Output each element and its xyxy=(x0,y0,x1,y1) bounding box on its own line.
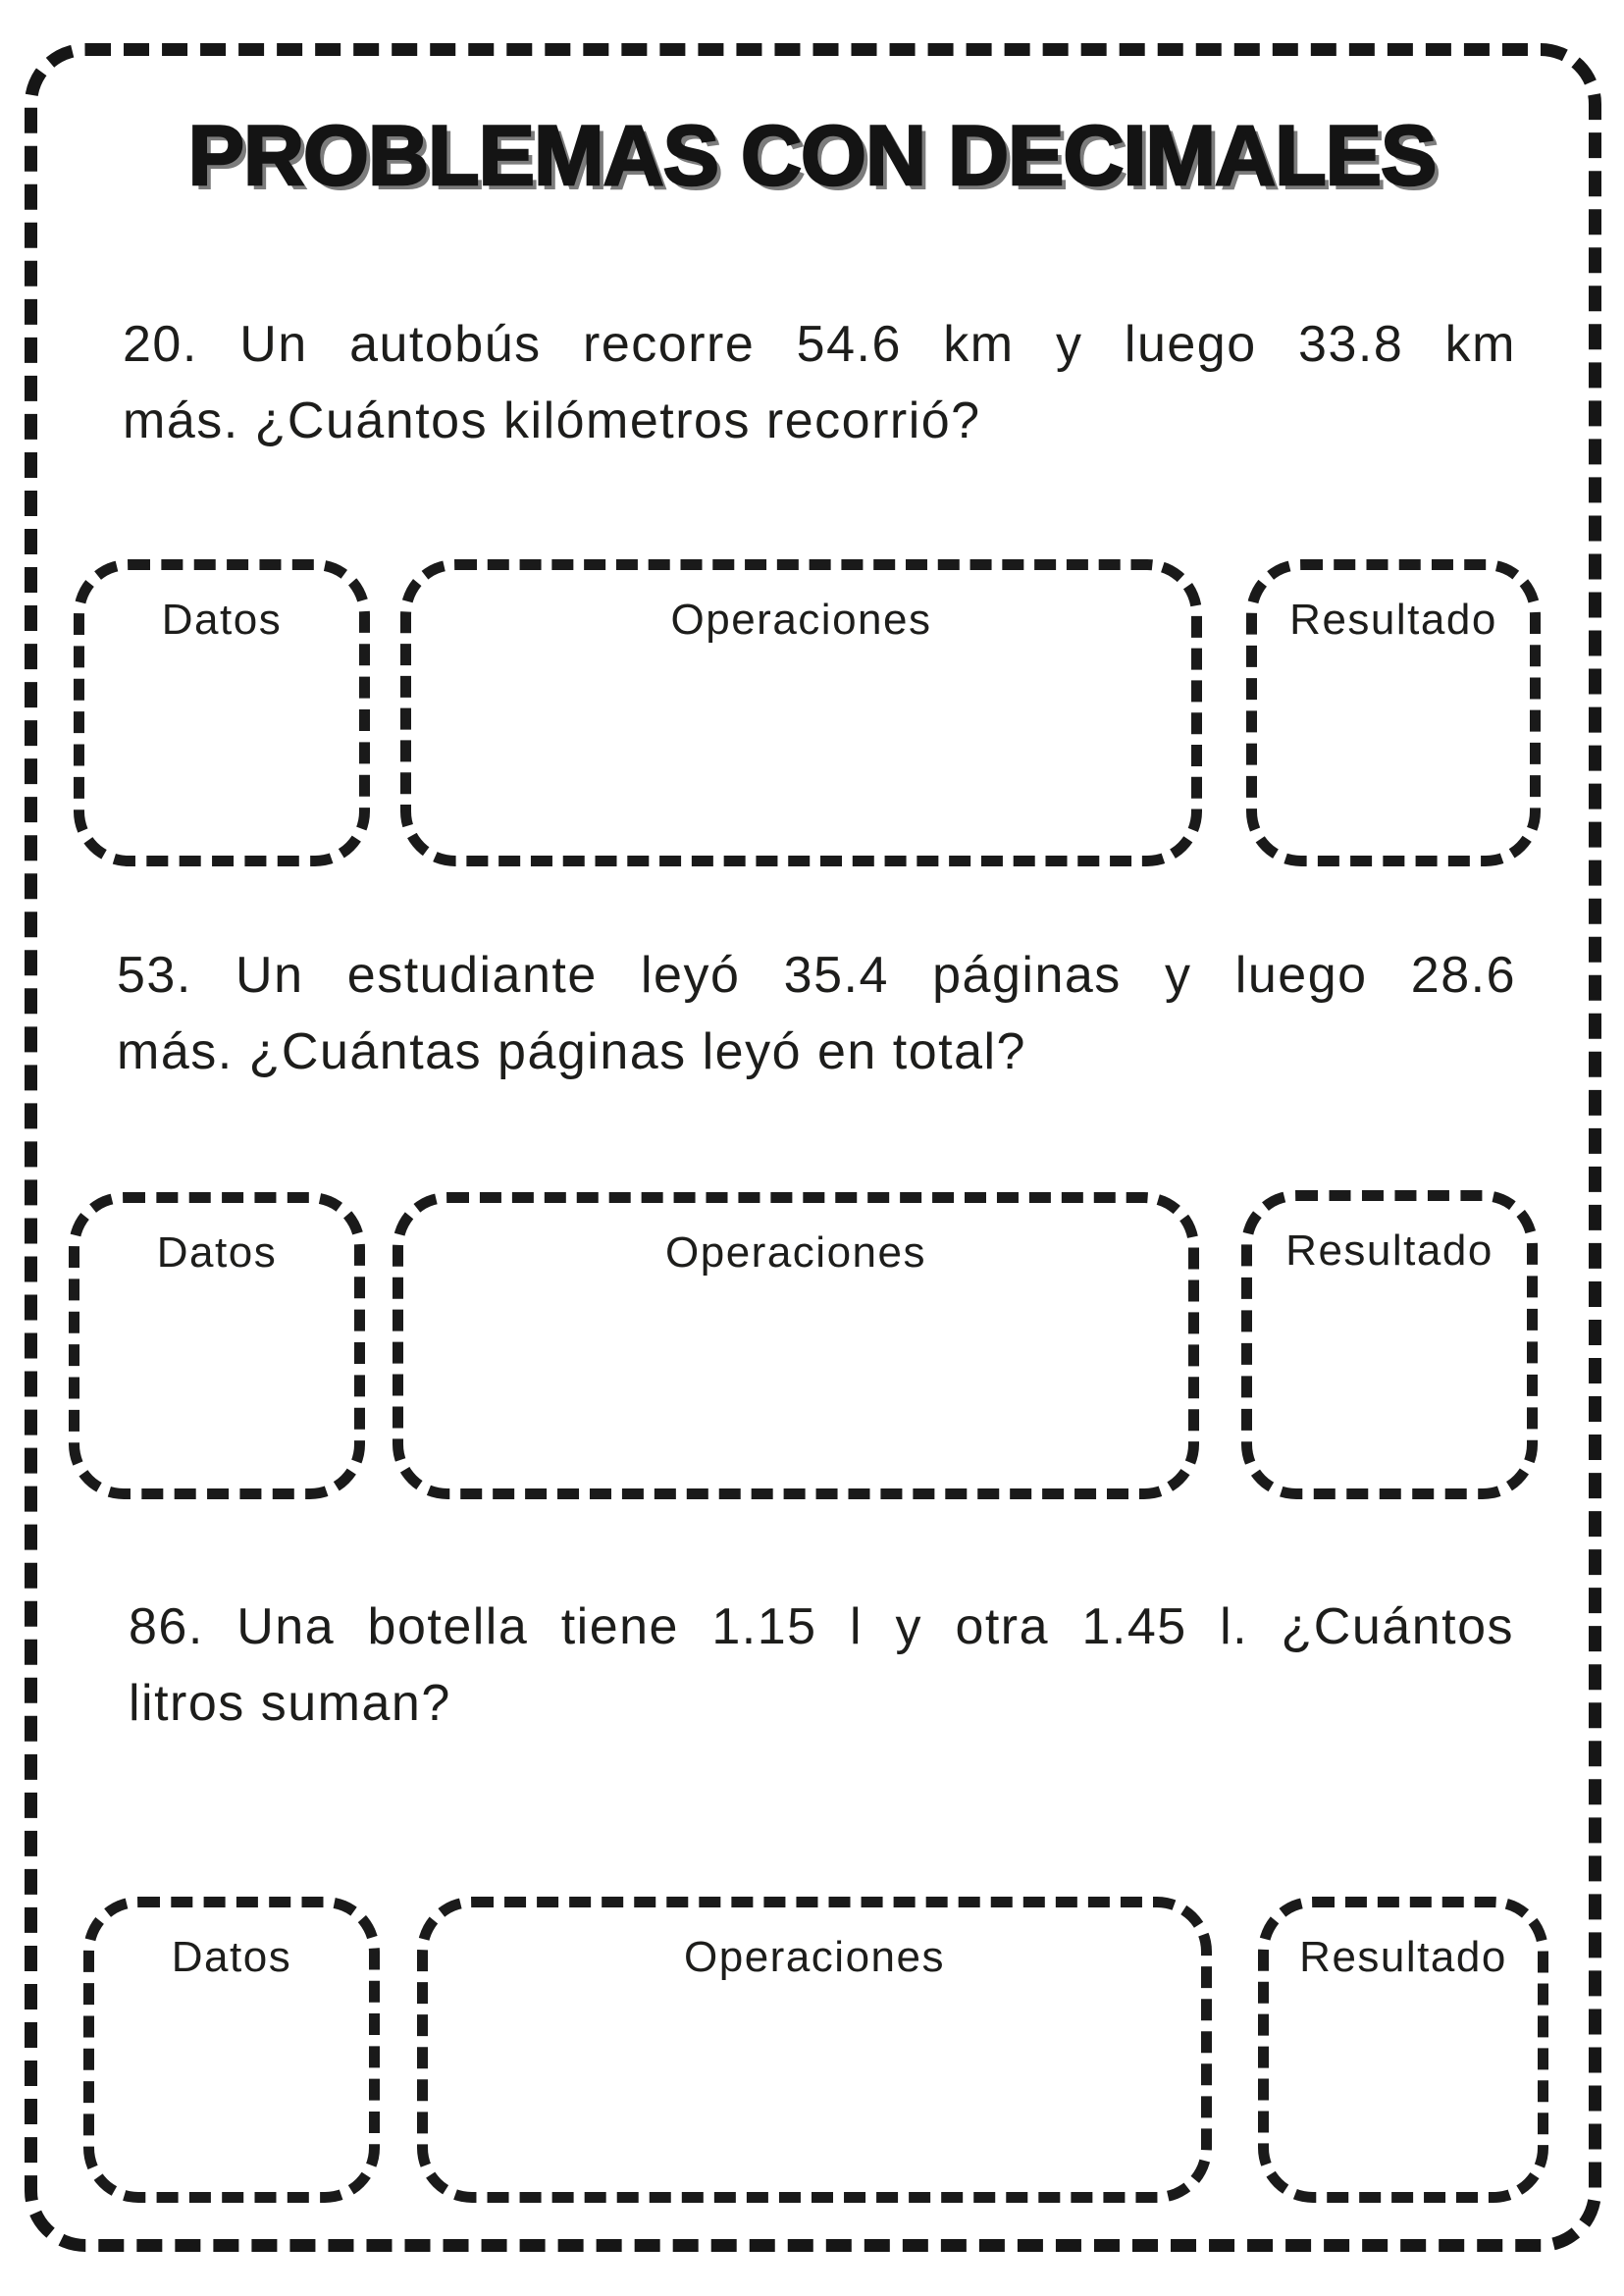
problem-86-line2: litros suman? xyxy=(129,1675,451,1732)
datos-box-label: Datos xyxy=(156,1228,278,1277)
problem-53-line2: más. ¿Cuántas páginas leyó en total? xyxy=(117,1023,1026,1080)
problem-53-text xyxy=(117,937,1516,1090)
problem-20-resultado-box[interactable] xyxy=(1246,559,1541,866)
problem-53-line1: 53. Un estudiante leyó 35.4 páginas y luego 28.6 xyxy=(117,947,1516,1004)
operaciones-box-label: Operaciones xyxy=(665,1228,926,1277)
problem-53-datos-box[interactable] xyxy=(69,1192,365,1499)
problem-86-datos-box[interactable] xyxy=(83,1897,380,2203)
operaciones-box-label: Operaciones xyxy=(670,596,932,644)
problem-86-line1: 86. Una botella tiene 1.15 l y otra 1.45 l. ¿Cuántos xyxy=(129,1598,1514,1655)
problem-86-text xyxy=(129,1589,1514,1742)
page-title: PROBLEMAS CON DECIMALES xyxy=(187,109,1437,203)
problem-20-line2: más. ¿Cuántos kilómetros recorrió? xyxy=(123,392,981,449)
resultado-box-label: Resultado xyxy=(1299,1933,1507,1981)
problem-86-resultado-box[interactable] xyxy=(1258,1897,1548,2203)
problem-53-operaciones-box[interactable] xyxy=(393,1192,1199,1499)
problem-20-operaciones-box[interactable] xyxy=(400,559,1202,866)
problem-53-resultado-box[interactable] xyxy=(1241,1190,1538,1499)
datos-box-label: Datos xyxy=(171,1933,292,1981)
problem-20-line1: 20. Un autobús recorre 54.6 km y luego 33.8 km xyxy=(123,316,1516,373)
problem-86-operaciones-box[interactable] xyxy=(417,1897,1212,2203)
problem-20-text xyxy=(123,306,1516,459)
resultado-box-label: Resultado xyxy=(1289,596,1497,644)
problem-20-datos-box[interactable] xyxy=(74,559,370,866)
datos-box-label: Datos xyxy=(161,596,283,644)
operaciones-box-label: Operaciones xyxy=(684,1933,945,1981)
resultado-box-label: Resultado xyxy=(1285,1226,1493,1275)
